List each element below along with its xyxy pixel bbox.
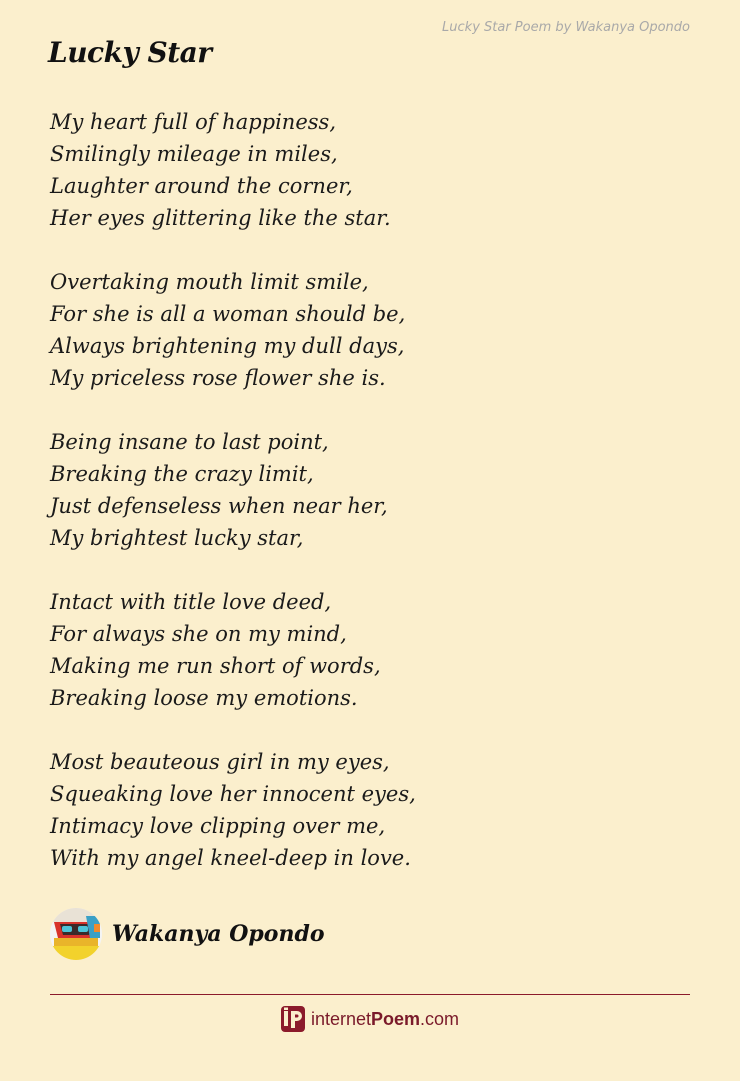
- poem-line: Always brightening my dull days,: [50, 334, 405, 358]
- poem-line: With my angel kneel-deep in love.: [50, 846, 411, 870]
- poem-line: My priceless rose flower she is.: [50, 366, 386, 390]
- poem-line: Intimacy love clipping over me,: [50, 814, 386, 838]
- poem-line: Most beauteous girl in my eyes,: [50, 750, 390, 774]
- poem-line: Just defenseless when near her,: [50, 494, 388, 518]
- stanza-2: [50, 266, 690, 394]
- poem-credit: Lucky Star Poem by Wakanya Opondo: [442, 20, 690, 35]
- brand-com-text: .com: [420, 1008, 460, 1029]
- poem-line: For always she on my mind,: [50, 622, 347, 646]
- poem-line: Intact with title love deed,: [50, 590, 332, 614]
- author-name[interactable]: Wakanya Opondo: [112, 921, 325, 947]
- author-avatar[interactable]: [50, 908, 102, 960]
- stanza-4: [50, 586, 690, 714]
- poem-title: Lucky Star: [48, 36, 212, 69]
- author-block[interactable]: [50, 908, 325, 960]
- poem-line: For she is all a woman should be,: [50, 302, 406, 326]
- poem-line: Smilingly mileage in miles,: [50, 142, 338, 166]
- poem-line: Breaking loose my emotions.: [50, 686, 358, 710]
- poem-line: Laughter around the corner,: [50, 174, 353, 198]
- brand-internet-text: internet: [310, 1008, 371, 1029]
- avatar-image-icon: [50, 908, 102, 960]
- poem-line: Breaking the crazy limit,: [50, 462, 314, 486]
- site-brand[interactable]: [0, 1006, 740, 1032]
- internetpoem-logo-icon: [281, 1006, 305, 1032]
- poem-line: Squeaking love her innocent eyes,: [50, 782, 416, 806]
- stanza-3: [50, 426, 690, 554]
- poem-line: My brightest lucky star,: [50, 526, 304, 550]
- poem-line: Overtaking mouth limit smile,: [50, 270, 369, 294]
- poem-line: My heart full of happiness,: [50, 110, 336, 134]
- poem-line: Her eyes glittering like the star.: [50, 206, 391, 230]
- footer-divider: [50, 994, 690, 995]
- poem-body: [50, 106, 690, 906]
- poem-line: Making me run short of words,: [50, 654, 381, 678]
- brand-poem-text: Poem: [371, 1008, 421, 1029]
- poem-line: Being insane to last point,: [50, 430, 329, 454]
- stanza-5: [50, 746, 690, 874]
- stanza-1: [50, 106, 690, 234]
